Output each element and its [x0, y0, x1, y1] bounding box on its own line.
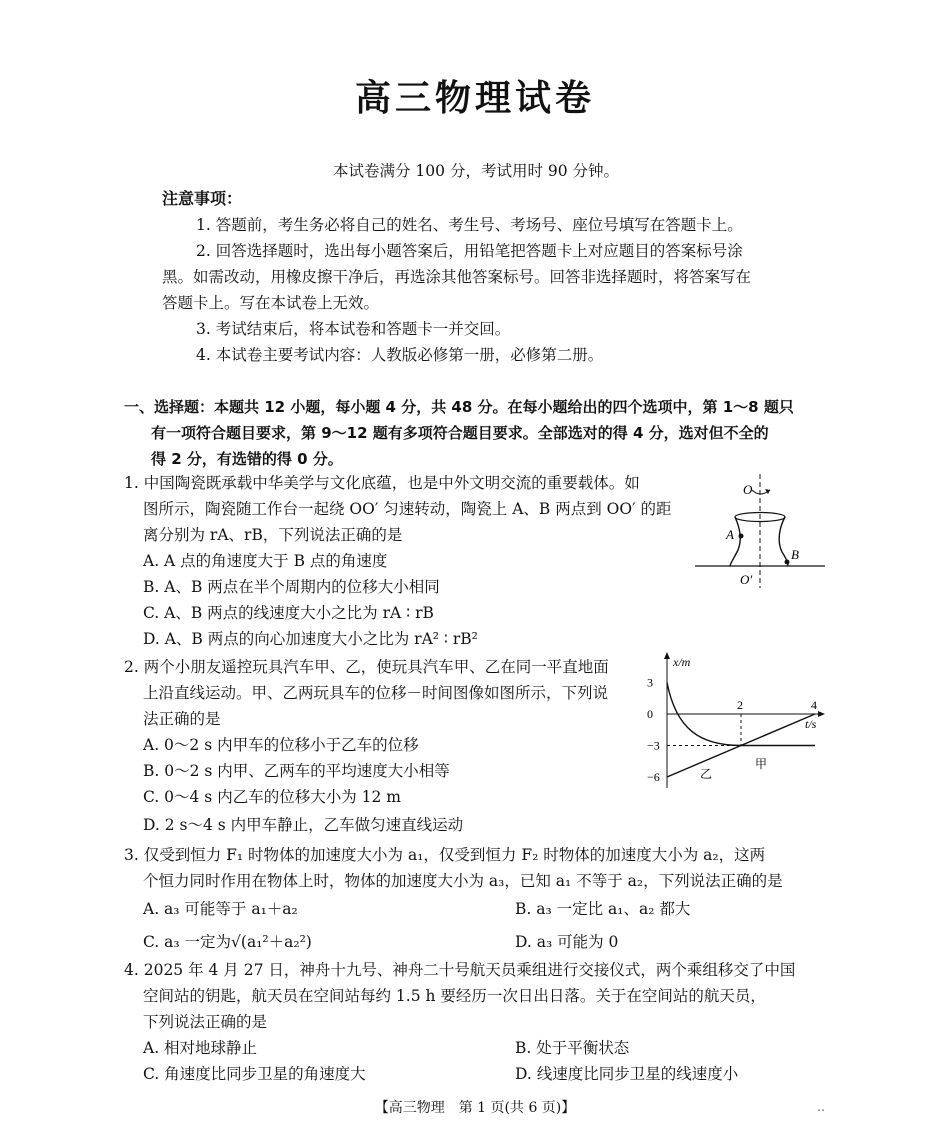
q1-option-d: D. A、B 两点的向心加速度大小之比为 rA² ∶ rB²: [143, 630, 478, 648]
q3-stem: 3. 仅受到恒力 F₁ 时物体的加速度大小为 a₁，仅受到恒力 F₂ 时物体的加速度大小为 a₂，这两: [124, 846, 766, 864]
notice-line: 答题卡上。写在本试卷上无效。: [162, 294, 380, 312]
q3-option-d: D. a₃ 可能为 0: [515, 933, 619, 951]
q2-option-a: A. 0～2 s 内甲车的位移小于乙车的位移: [143, 736, 419, 754]
q4-option-c: C. 角速度比同步卫星的角速度大: [143, 1065, 366, 1083]
y-tick-label: 0: [647, 707, 653, 721]
y-tick-label: 3: [647, 675, 653, 690]
x-axis-label: t/s: [805, 717, 817, 731]
q2-option-d: D. 2 s～4 s 内甲车静止，乙车做匀速直线运动: [143, 816, 464, 834]
q4-stem: 4. 2025 年 4 月 27 日，神舟十九号、神舟二十号航天员乘组进行交接仪式，两个乘组移交了中国: [124, 961, 796, 979]
q1-option-b: B. A、B 两点在半个周期内的位移大小相同: [143, 578, 440, 596]
section-heading: 有一项符合题目要求，第 9～12 题有多项符合题目要求。全部选对的得 4 分，选对但不全的: [151, 424, 769, 442]
x-tick-label: 2: [737, 698, 743, 712]
q2-stem: 上沿直线运动。甲、乙两玩具车的位移－时间图像如图所示，下列说: [143, 684, 609, 702]
q2-option-c: C. 0～4 s 内乙车的位移大小为 12 m: [143, 788, 401, 806]
series-label-yi: 乙: [700, 767, 713, 781]
q2-option-b: B. 0～2 s 内甲、乙两车的平均速度大小相等: [143, 762, 450, 780]
point-A: [739, 534, 744, 539]
notice-line: 2. 回答选择题时，选出每小题答案后，用铅笔把答题卡上对应题目的答案标号涂: [196, 242, 743, 260]
q1-stem: 1. 中国陶瓷既承载中华美学与文化底蕴，也是中外文明交流的重要载体。如: [124, 474, 640, 492]
q2-stem: 2. 两个小朋友遥控玩具汽车甲、乙，使玩具汽车甲、乙在同一平直地面: [124, 658, 609, 676]
q1-option-a: A. A 点的角速度大于 B 点的角速度: [143, 552, 388, 570]
q2-stem: 法正确的是: [143, 710, 221, 728]
corner-mark: ‥: [817, 1100, 826, 1114]
q4-option-a: A. 相对地球静止: [143, 1039, 258, 1057]
q2-xt-chart: [645, 648, 830, 793]
notice-line: 4. 本试卷主要考试内容：人教版必修第一册，必修第二册。: [196, 346, 604, 364]
vase-right-side: [779, 517, 788, 566]
page-title: 高三物理试卷: [354, 78, 595, 119]
exam-intro: 本试卷满分 100 分，考试用时 90 分钟。: [333, 162, 620, 180]
y-tick-label: −6: [647, 770, 660, 784]
section-heading: 一、选择题：本题共 12 小题，每小题 4 分，共 48 分。在每小题给出的四个选项中，第 1～8 题只: [124, 398, 794, 416]
notice-line: 黑。如需改动，用橡皮擦干净后，再选涂其他答案标号。回答非选择题时，将答案写在: [162, 268, 752, 286]
y-axis-label: x/m: [673, 655, 691, 669]
series-label-jia: 甲: [755, 757, 768, 771]
q3-option-b: B. a₃ 一定比 a₁、a₂ 都大: [515, 900, 691, 918]
q4-option-d: D. 线速度比同步卫星的线速度小: [515, 1065, 739, 1083]
q1-stem: 图所示，陶瓷随工作台一起绕 OO′ 匀速转动，陶瓷上 A、B 两点到 OO′ 的距: [143, 500, 672, 518]
q1-stem: 离分别为 rA、rB，下列说法正确的是: [143, 526, 403, 544]
notice-line: 3. 考试结束后，将本试卷和答题卡一并交回。: [196, 320, 511, 338]
page-footer: 【高三物理 第 1 页(共 6 页)】: [374, 1100, 576, 1116]
x-tick-label: 4: [811, 698, 817, 712]
label-B: B: [791, 547, 799, 562]
q3-option-a: A. a₃ 可能等于 a₁＋a₂: [143, 900, 298, 918]
q4-option-b: B. 处于平衡状态: [515, 1039, 630, 1057]
label-O: O: [743, 482, 753, 497]
q3-option-c: C. a₃ 一定为√(a₁²＋a₂²): [143, 933, 312, 951]
q3-stem: 个恒力同时作用在物体上时，物体的加速度大小为 a₃，已知 a₁ 不等于 a₂，下列说法正确的是: [143, 872, 783, 890]
q4-stem: 空间站的钥匙，航天员在空间站每约 1.5 h 要经历一次日出日落。关于在空间站的航天员，: [143, 987, 766, 1005]
q4-stem: 下列说法正确的是: [143, 1013, 268, 1031]
label-A: A: [726, 527, 734, 542]
point-B: [785, 560, 790, 565]
notice-heading: 注意事项：: [162, 189, 243, 208]
y-tick-label: −3: [647, 738, 660, 753]
q1-pottery-figure: [690, 470, 830, 590]
label-O-prime: O′: [740, 572, 753, 587]
q1-option-c: C. A、B 两点的线速度大小之比为 rA ∶ rB: [143, 604, 434, 622]
section-heading: 得 2 分，有选错的得 0 分。: [151, 450, 343, 468]
notice-line: 1. 答题前，考生务必将自己的姓名、考生号、考场号、座位号填写在答题卡上。: [196, 216, 743, 234]
